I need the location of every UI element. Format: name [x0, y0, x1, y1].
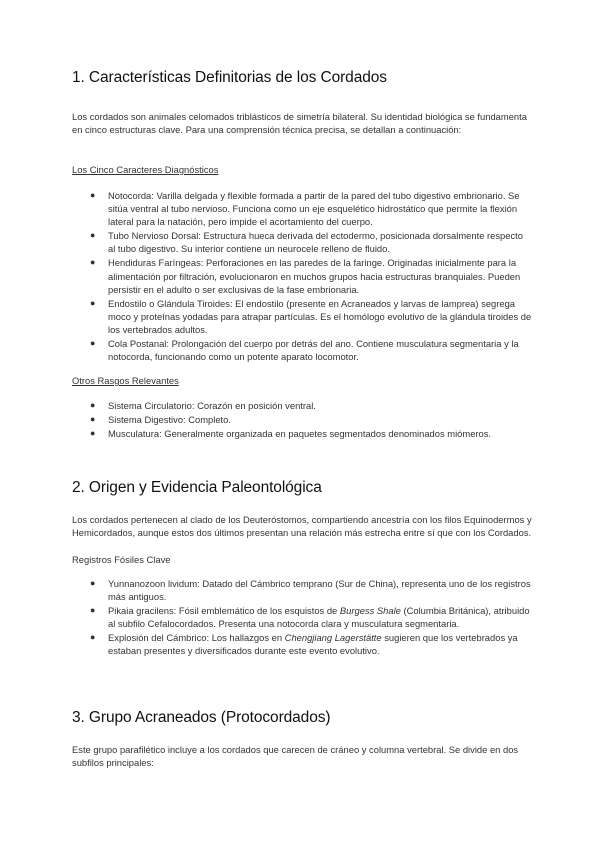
bullet-icon: ●: [90, 338, 96, 349]
list-item: ● Pikaia gracilens: Fósil emblemático de los esquistos de Burgess Shale (Columbia Británica), atribuido al subfilo Cefalocordados. Presenta una notocorda clara y musculatura segmentaria.: [90, 605, 530, 630]
bullet-icon: ●: [90, 632, 96, 643]
section-1-intro: Los cordados son animales celomados triblásticos de simetría bilateral. Su identidad biológica se fundamenta en cinco estructuras clave. Para una comprensión técnica precisa, se detallan a continuación:: [72, 111, 527, 136]
fossil-list: [72, 577, 532, 659]
section-3-title: 3. Grupo Acraneados (Protocordados): [72, 709, 331, 726]
section-2-intro: Los cordados pertenecen al clado de los Deuteróstomos, compartiendo ancestría con los filos Equinodermos y Hemicordados, aunque estos dos últimos presentan una relación más estrecha entre sí que con los Cordados.: [72, 514, 532, 539]
bullet-icon: ●: [90, 414, 96, 425]
bullet-icon: ●: [90, 297, 96, 308]
list-item: ● Cola Postanal: Prolongación del cuerpo por detrás del ano. Contiene musculatura segmentaria y la notocorda, funcionando como un potente aparato locomotor.: [90, 338, 519, 363]
section-3-intro: Este grupo parafilético incluye a los cordados que carecen de cráneo y columna vertebral. Se divide en dos subfilos principales:: [72, 744, 519, 769]
list-item: ● Sistema Circulatorio: Corazón en posición ventral.: [90, 400, 316, 411]
section-1-title: 1. Características Definitorias de los Cordados: [72, 69, 387, 86]
list-item: ● Tubo Nervioso Dorsal: Estructura hueca derivada del ectodermo, posicionada dorsalmente respecto al tubo digestivo. Su interior contiene un neurocele relleno de fluido.: [90, 230, 523, 255]
section-2-title: 2. Origen y Evidencia Paleontológica: [72, 479, 322, 496]
bullet-icon: ●: [90, 605, 96, 616]
bullet-icon: ●: [90, 578, 96, 588]
list-item: ● Musculatura: Generalmente organizada en paquetes segmentados denominados miómeros.: [90, 428, 492, 440]
list-item: ● Notocorda: Varilla delgada y flexible formada a partir de la pared del tubo digestivo embrionario. Se sitúa ventral al tubo nervioso. Funciona como un eje esquelético hidrostático que permite la flexión lateral para la natación, pero impide el acortamiento del cuerpo.: [90, 190, 520, 228]
other-traits-list: [72, 399, 532, 441]
bullet-icon: ●: [90, 400, 96, 410]
list-item: ● Hendiduras Faríngeas: Perforaciones en las paredes de la faringe. Originadas inicialmente para la alimentación por filtración, evolucionaron en muchos grupos hacia estructuras branquiales. Pueden persistir en el adulto o ser exclusivas de la fase embrionaria.: [90, 257, 521, 295]
section-1-subheading-other: Otros Rasgos Relevantes: [72, 375, 179, 386]
section-1-subheading-diagnostic: Los Cinco Caracteres Diagnósticos: [72, 164, 219, 175]
list-item: ● Endostilo o Glándula Tiroides: El endostilo (presente en Acraneados y larvas de lamprea) segrega moco y proteínas yodadas para atrapar partículas. Es el homólogo evolutivo de la glándula tiroides de los vertebrados adultos.: [90, 297, 532, 335]
bullet-icon: ●: [90, 428, 96, 439]
bullet-icon: ●: [90, 190, 96, 200]
list-item: ● Sistema Digestivo: Completo.: [90, 414, 231, 426]
bullet-icon: ●: [90, 257, 96, 268]
list-item: ● Yunnanozoon lividum: Datado del Cámbrico temprano (Sur de China), representa uno de los registros más antiguos.: [90, 578, 531, 603]
bullet-icon: ●: [90, 230, 96, 241]
section-2-subheading-fossils: Registros Fósiles Clave: [72, 554, 171, 565]
diagnostic-list: [72, 189, 532, 364]
list-item: ● Explosión del Cámbrico: Los hallazgos en Chengjiang Lagerstätte sugieren que los vertebrados ya estaban presentes y diversificados durante este evento evolutivo.: [90, 632, 518, 657]
